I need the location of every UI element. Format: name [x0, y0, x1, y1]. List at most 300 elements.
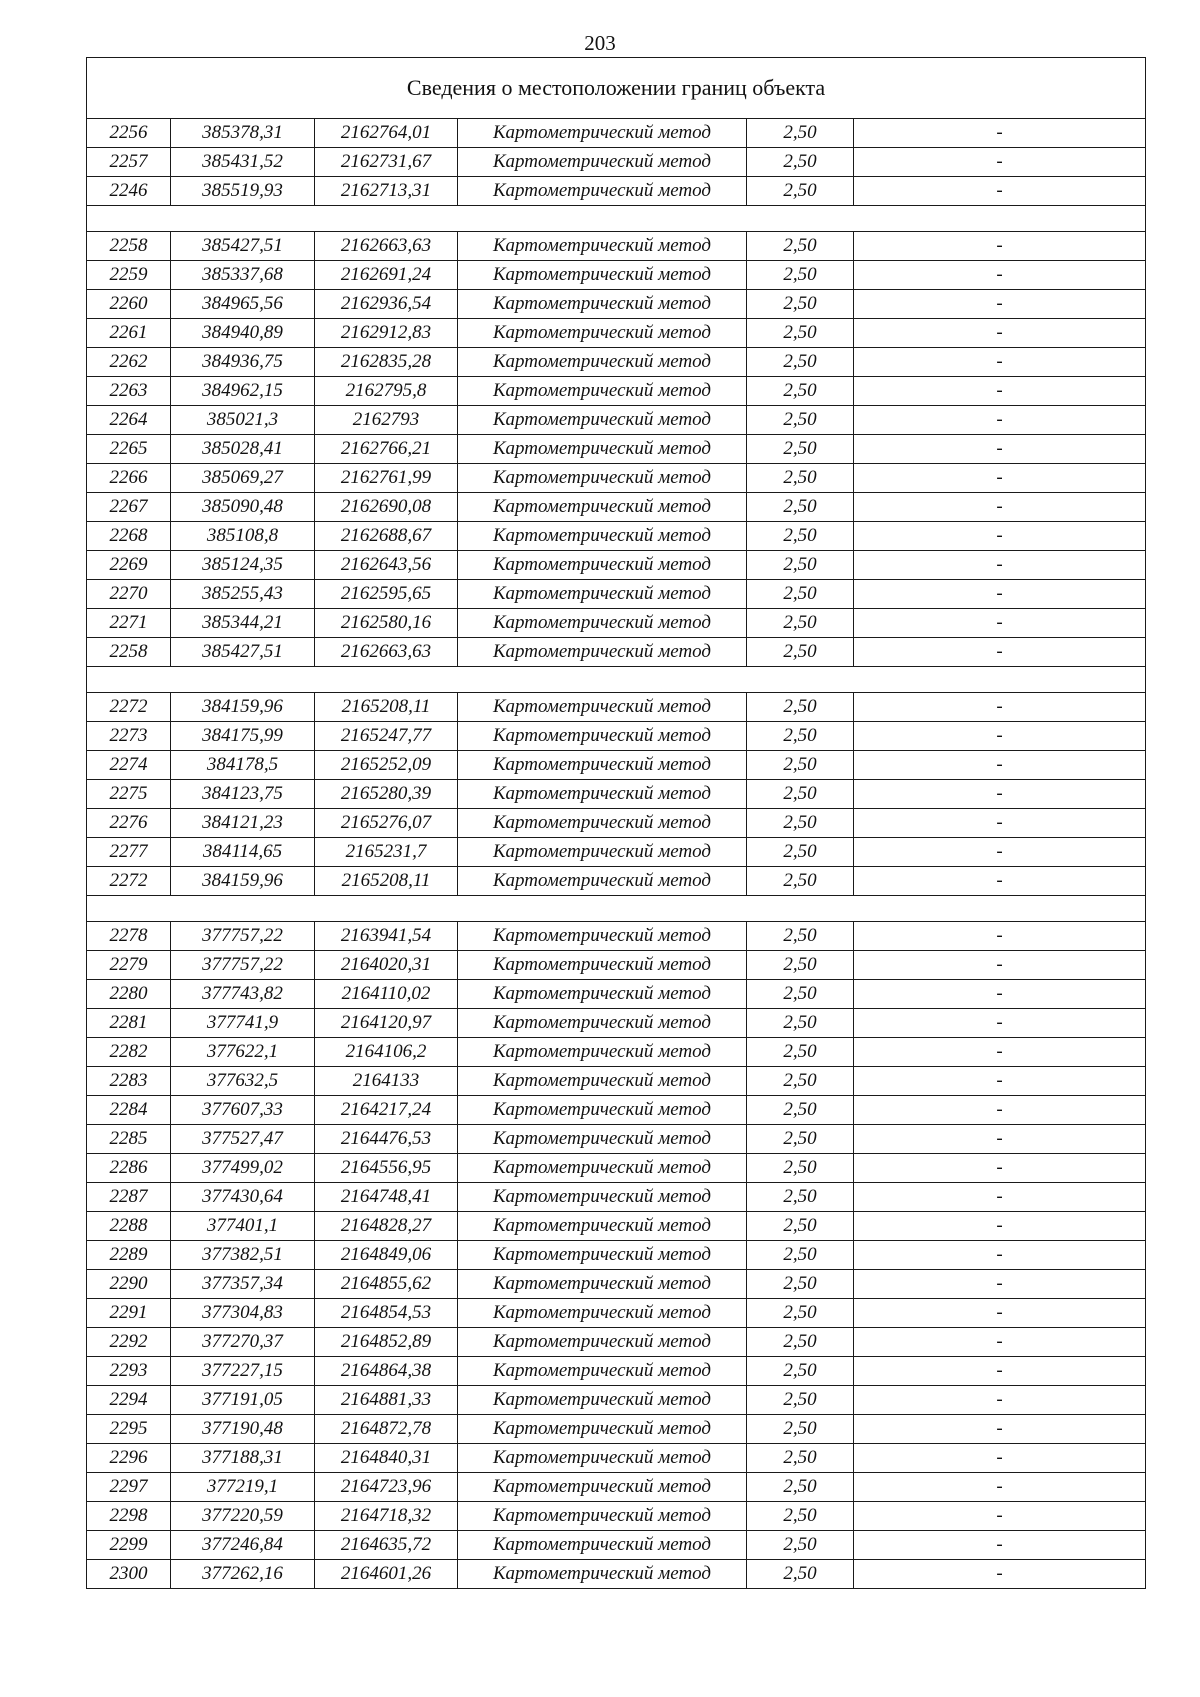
- y-coordinate-cell: 2164840,31: [315, 1444, 458, 1473]
- x-coordinate-cell: 377430,64: [171, 1183, 315, 1212]
- y-coordinate-cell: 2164855,62: [315, 1270, 458, 1299]
- separator-cell: [87, 896, 1146, 922]
- method-cell: Картометрический метод: [458, 722, 747, 751]
- method-cell: Картометрический метод: [458, 551, 747, 580]
- note-cell: -: [854, 1415, 1146, 1444]
- method-cell: Картометрический метод: [458, 1386, 747, 1415]
- accuracy-cell: 2,50: [747, 1125, 854, 1154]
- table-row: [87, 1183, 1146, 1212]
- boundary-coordinates-table: [86, 57, 1146, 1589]
- y-coordinate-cell: 2164718,32: [315, 1502, 458, 1531]
- x-coordinate-cell: 385337,68: [171, 261, 315, 290]
- table-row: [87, 1560, 1146, 1589]
- x-coordinate-cell: 385069,27: [171, 464, 315, 493]
- x-coordinate-cell: 377191,05: [171, 1386, 315, 1415]
- table-row: [87, 1328, 1146, 1357]
- point-number-cell: 2273: [87, 722, 171, 751]
- accuracy-cell: 2,50: [747, 1299, 854, 1328]
- point-number-cell: 2272: [87, 867, 171, 896]
- x-coordinate-cell: 377357,34: [171, 1270, 315, 1299]
- table-row: [87, 377, 1146, 406]
- table-row: [87, 1502, 1146, 1531]
- accuracy-cell: 2,50: [747, 1502, 854, 1531]
- table-row: [87, 1125, 1146, 1154]
- x-coordinate-cell: 377741,9: [171, 1009, 315, 1038]
- x-coordinate-cell: 384965,56: [171, 290, 315, 319]
- accuracy-cell: 2,50: [747, 119, 854, 148]
- accuracy-cell: 2,50: [747, 751, 854, 780]
- separator-cell: [87, 667, 1146, 693]
- y-coordinate-cell: 2162764,01: [315, 119, 458, 148]
- note-cell: -: [854, 1531, 1146, 1560]
- table-row: [87, 551, 1146, 580]
- accuracy-cell: 2,50: [747, 609, 854, 638]
- point-number-cell: 2295: [87, 1415, 171, 1444]
- method-cell: Картометрический метод: [458, 290, 747, 319]
- y-coordinate-cell: 2164723,96: [315, 1473, 458, 1502]
- note-cell: -: [854, 435, 1146, 464]
- method-cell: Картометрический метод: [458, 580, 747, 609]
- y-coordinate-cell: 2163941,54: [315, 922, 458, 951]
- point-number-cell: 2297: [87, 1473, 171, 1502]
- table-row: [87, 922, 1146, 951]
- y-coordinate-cell: 2162793: [315, 406, 458, 435]
- point-number-cell: 2272: [87, 693, 171, 722]
- y-coordinate-cell: 2165247,77: [315, 722, 458, 751]
- table-row: [87, 1473, 1146, 1502]
- accuracy-cell: 2,50: [747, 1328, 854, 1357]
- table-row: [87, 838, 1146, 867]
- method-cell: Картометрический метод: [458, 1125, 747, 1154]
- point-number-cell: 2299: [87, 1531, 171, 1560]
- y-coordinate-cell: 2162688,67: [315, 522, 458, 551]
- method-cell: Картометрический метод: [458, 148, 747, 177]
- table-title: Сведения о местоположении границ объекта: [87, 58, 1146, 119]
- y-coordinate-cell: 2164106,2: [315, 1038, 458, 1067]
- accuracy-cell: 2,50: [747, 1560, 854, 1589]
- separator-cell: [87, 206, 1146, 232]
- note-cell: -: [854, 464, 1146, 493]
- x-coordinate-cell: 384114,65: [171, 838, 315, 867]
- y-coordinate-cell: 2165231,7: [315, 838, 458, 867]
- accuracy-cell: 2,50: [747, 1444, 854, 1473]
- method-cell: Картометрический метод: [458, 1357, 747, 1386]
- method-cell: Картометрический метод: [458, 1212, 747, 1241]
- point-number-cell: 2261: [87, 319, 171, 348]
- table-row: [87, 780, 1146, 809]
- y-coordinate-cell: 2162713,31: [315, 177, 458, 206]
- note-cell: -: [854, 1212, 1146, 1241]
- table-row: [87, 1067, 1146, 1096]
- x-coordinate-cell: 377220,59: [171, 1502, 315, 1531]
- accuracy-cell: 2,50: [747, 867, 854, 896]
- x-coordinate-cell: 377757,22: [171, 922, 315, 951]
- y-coordinate-cell: 2164748,41: [315, 1183, 458, 1212]
- accuracy-cell: 2,50: [747, 1038, 854, 1067]
- note-cell: -: [854, 1154, 1146, 1183]
- point-number-cell: 2257: [87, 148, 171, 177]
- point-number-cell: 2258: [87, 232, 171, 261]
- note-cell: -: [854, 1357, 1146, 1386]
- y-coordinate-cell: 2164872,78: [315, 1415, 458, 1444]
- method-cell: Картометрический метод: [458, 261, 747, 290]
- accuracy-cell: 2,50: [747, 1183, 854, 1212]
- accuracy-cell: 2,50: [747, 780, 854, 809]
- x-coordinate-cell: 377227,15: [171, 1357, 315, 1386]
- method-cell: Картометрический метод: [458, 1444, 747, 1473]
- x-coordinate-cell: 385378,31: [171, 119, 315, 148]
- point-number-cell: 2294: [87, 1386, 171, 1415]
- method-cell: Картометрический метод: [458, 1154, 747, 1183]
- note-cell: -: [854, 261, 1146, 290]
- y-coordinate-cell: 2164854,53: [315, 1299, 458, 1328]
- y-coordinate-cell: 2162912,83: [315, 319, 458, 348]
- note-cell: -: [854, 951, 1146, 980]
- note-cell: -: [854, 638, 1146, 667]
- point-number-cell: 2271: [87, 609, 171, 638]
- x-coordinate-cell: 377632,5: [171, 1067, 315, 1096]
- x-coordinate-cell: 385427,51: [171, 638, 315, 667]
- note-cell: -: [854, 609, 1146, 638]
- note-cell: -: [854, 1299, 1146, 1328]
- accuracy-cell: 2,50: [747, 232, 854, 261]
- accuracy-cell: 2,50: [747, 1067, 854, 1096]
- note-cell: -: [854, 1067, 1146, 1096]
- table-row: [87, 522, 1146, 551]
- method-cell: Картометрический метод: [458, 1241, 747, 1270]
- y-coordinate-cell: 2162580,16: [315, 609, 458, 638]
- point-number-cell: 2264: [87, 406, 171, 435]
- note-cell: -: [854, 1270, 1146, 1299]
- method-cell: Картометрический метод: [458, 1067, 747, 1096]
- note-cell: -: [854, 1560, 1146, 1589]
- table-row: [87, 1212, 1146, 1241]
- point-number-cell: 2286: [87, 1154, 171, 1183]
- x-coordinate-cell: 377499,02: [171, 1154, 315, 1183]
- point-number-cell: 2266: [87, 464, 171, 493]
- accuracy-cell: 2,50: [747, 1096, 854, 1125]
- method-cell: Картометрический метод: [458, 493, 747, 522]
- table-row: [87, 232, 1146, 261]
- point-number-cell: 2262: [87, 348, 171, 377]
- y-coordinate-cell: 2165208,11: [315, 867, 458, 896]
- table-row: [87, 722, 1146, 751]
- method-cell: Картометрический метод: [458, 1183, 747, 1212]
- accuracy-cell: 2,50: [747, 580, 854, 609]
- x-coordinate-cell: 385519,93: [171, 177, 315, 206]
- accuracy-cell: 2,50: [747, 1386, 854, 1415]
- accuracy-cell: 2,50: [747, 1357, 854, 1386]
- note-cell: -: [854, 1183, 1146, 1212]
- table-row: [87, 493, 1146, 522]
- table-row: [87, 148, 1146, 177]
- point-number-cell: 2289: [87, 1241, 171, 1270]
- point-number-cell: 2268: [87, 522, 171, 551]
- x-coordinate-cell: 377304,83: [171, 1299, 315, 1328]
- y-coordinate-cell: 2164828,27: [315, 1212, 458, 1241]
- note-cell: -: [854, 867, 1146, 896]
- table-row: [87, 1444, 1146, 1473]
- method-cell: Картометрический метод: [458, 1009, 747, 1038]
- y-coordinate-cell: 2164110,02: [315, 980, 458, 1009]
- point-number-cell: 2265: [87, 435, 171, 464]
- note-cell: -: [854, 348, 1146, 377]
- y-coordinate-cell: 2162835,28: [315, 348, 458, 377]
- accuracy-cell: 2,50: [747, 638, 854, 667]
- table-row: [87, 1009, 1146, 1038]
- accuracy-cell: 2,50: [747, 951, 854, 980]
- point-number-cell: 2259: [87, 261, 171, 290]
- accuracy-cell: 2,50: [747, 406, 854, 435]
- note-cell: -: [854, 290, 1146, 319]
- note-cell: -: [854, 406, 1146, 435]
- note-cell: -: [854, 1502, 1146, 1531]
- y-coordinate-cell: 2164864,38: [315, 1357, 458, 1386]
- y-coordinate-cell: 2162595,65: [315, 580, 458, 609]
- method-cell: Картометрический метод: [458, 609, 747, 638]
- x-coordinate-cell: 385108,8: [171, 522, 315, 551]
- point-number-cell: 2278: [87, 922, 171, 951]
- point-number-cell: 2298: [87, 1502, 171, 1531]
- table-row: [87, 1096, 1146, 1125]
- note-cell: -: [854, 780, 1146, 809]
- table-row: [87, 1299, 1146, 1328]
- note-cell: -: [854, 1386, 1146, 1415]
- table-separator-row: [87, 896, 1146, 922]
- x-coordinate-cell: 377622,1: [171, 1038, 315, 1067]
- x-coordinate-cell: 384940,89: [171, 319, 315, 348]
- point-number-cell: 2279: [87, 951, 171, 980]
- table-row: [87, 1357, 1146, 1386]
- y-coordinate-cell: 2162663,63: [315, 232, 458, 261]
- x-coordinate-cell: 384159,96: [171, 867, 315, 896]
- point-number-cell: 2260: [87, 290, 171, 319]
- accuracy-cell: 2,50: [747, 1531, 854, 1560]
- note-cell: -: [854, 1241, 1146, 1270]
- accuracy-cell: 2,50: [747, 1415, 854, 1444]
- method-cell: Картометрический метод: [458, 232, 747, 261]
- note-cell: -: [854, 551, 1146, 580]
- point-number-cell: 2283: [87, 1067, 171, 1096]
- accuracy-cell: 2,50: [747, 348, 854, 377]
- x-coordinate-cell: 384121,23: [171, 809, 315, 838]
- note-cell: -: [854, 751, 1146, 780]
- note-cell: -: [854, 177, 1146, 206]
- accuracy-cell: 2,50: [747, 922, 854, 951]
- method-cell: Картометрический метод: [458, 406, 747, 435]
- accuracy-cell: 2,50: [747, 464, 854, 493]
- x-coordinate-cell: 377188,31: [171, 1444, 315, 1473]
- note-cell: -: [854, 809, 1146, 838]
- point-number-cell: 2276: [87, 809, 171, 838]
- point-number-cell: 2282: [87, 1038, 171, 1067]
- method-cell: Картометрический метод: [458, 464, 747, 493]
- method-cell: Картометрический метод: [458, 980, 747, 1009]
- table-row: [87, 290, 1146, 319]
- table-row: [87, 319, 1146, 348]
- x-coordinate-cell: 377246,84: [171, 1531, 315, 1560]
- point-number-cell: 2274: [87, 751, 171, 780]
- point-number-cell: 2291: [87, 1299, 171, 1328]
- method-cell: Картометрический метод: [458, 1560, 747, 1589]
- y-coordinate-cell: 2162643,56: [315, 551, 458, 580]
- method-cell: Картометрический метод: [458, 867, 747, 896]
- method-cell: Картометрический метод: [458, 348, 747, 377]
- x-coordinate-cell: 377270,37: [171, 1328, 315, 1357]
- note-cell: -: [854, 1009, 1146, 1038]
- x-coordinate-cell: 377190,48: [171, 1415, 315, 1444]
- method-cell: Картометрический метод: [458, 435, 747, 464]
- point-number-cell: 2290: [87, 1270, 171, 1299]
- table-row: [87, 261, 1146, 290]
- table-row: [87, 751, 1146, 780]
- accuracy-cell: 2,50: [747, 290, 854, 319]
- y-coordinate-cell: 2164476,53: [315, 1125, 458, 1154]
- note-cell: -: [854, 319, 1146, 348]
- note-cell: -: [854, 232, 1146, 261]
- table-row: [87, 638, 1146, 667]
- y-coordinate-cell: 2162691,24: [315, 261, 458, 290]
- x-coordinate-cell: 377401,1: [171, 1212, 315, 1241]
- accuracy-cell: 2,50: [747, 493, 854, 522]
- x-coordinate-cell: 385344,21: [171, 609, 315, 638]
- table-row: [87, 1154, 1146, 1183]
- method-cell: Картометрический метод: [458, 922, 747, 951]
- y-coordinate-cell: 2162731,67: [315, 148, 458, 177]
- y-coordinate-cell: 2162766,21: [315, 435, 458, 464]
- accuracy-cell: 2,50: [747, 1009, 854, 1038]
- table-row: [87, 1415, 1146, 1444]
- point-number-cell: 2267: [87, 493, 171, 522]
- accuracy-cell: 2,50: [747, 1241, 854, 1270]
- method-cell: Картометрический метод: [458, 1038, 747, 1067]
- method-cell: Картометрический метод: [458, 1328, 747, 1357]
- accuracy-cell: 2,50: [747, 722, 854, 751]
- accuracy-cell: 2,50: [747, 1473, 854, 1502]
- y-coordinate-cell: 2164556,95: [315, 1154, 458, 1183]
- x-coordinate-cell: 377382,51: [171, 1241, 315, 1270]
- y-coordinate-cell: 2164881,33: [315, 1386, 458, 1415]
- note-cell: -: [854, 377, 1146, 406]
- point-number-cell: 2293: [87, 1357, 171, 1386]
- y-coordinate-cell: 2162761,99: [315, 464, 458, 493]
- note-cell: -: [854, 722, 1146, 751]
- accuracy-cell: 2,50: [747, 319, 854, 348]
- y-coordinate-cell: 2164020,31: [315, 951, 458, 980]
- table-row: [87, 1531, 1146, 1560]
- accuracy-cell: 2,50: [747, 838, 854, 867]
- method-cell: Картометрический метод: [458, 693, 747, 722]
- point-number-cell: 2275: [87, 780, 171, 809]
- method-cell: Картометрический метод: [458, 1473, 747, 1502]
- note-cell: -: [854, 148, 1146, 177]
- x-coordinate-cell: 384175,99: [171, 722, 315, 751]
- x-coordinate-cell: 385021,3: [171, 406, 315, 435]
- point-number-cell: 2287: [87, 1183, 171, 1212]
- y-coordinate-cell: 2165276,07: [315, 809, 458, 838]
- y-coordinate-cell: 2165280,39: [315, 780, 458, 809]
- note-cell: -: [854, 1038, 1146, 1067]
- y-coordinate-cell: 2162690,08: [315, 493, 458, 522]
- accuracy-cell: 2,50: [747, 1270, 854, 1299]
- method-cell: Картометрический метод: [458, 1415, 747, 1444]
- note-cell: -: [854, 493, 1146, 522]
- method-cell: Картометрический метод: [458, 809, 747, 838]
- method-cell: Картометрический метод: [458, 838, 747, 867]
- point-number-cell: 2281: [87, 1009, 171, 1038]
- x-coordinate-cell: 377262,16: [171, 1560, 315, 1589]
- y-coordinate-cell: 2162936,54: [315, 290, 458, 319]
- x-coordinate-cell: 384178,5: [171, 751, 315, 780]
- table-separator-row: [87, 206, 1146, 232]
- x-coordinate-cell: 384123,75: [171, 780, 315, 809]
- accuracy-cell: 2,50: [747, 522, 854, 551]
- y-coordinate-cell: 2164849,06: [315, 1241, 458, 1270]
- x-coordinate-cell: 385255,43: [171, 580, 315, 609]
- point-number-cell: 2269: [87, 551, 171, 580]
- note-cell: -: [854, 522, 1146, 551]
- point-number-cell: 2258: [87, 638, 171, 667]
- y-coordinate-cell: 2165208,11: [315, 693, 458, 722]
- table-separator-row: [87, 667, 1146, 693]
- y-coordinate-cell: 2164120,97: [315, 1009, 458, 1038]
- method-cell: Картометрический метод: [458, 638, 747, 667]
- table-row: [87, 951, 1146, 980]
- note-cell: -: [854, 1328, 1146, 1357]
- method-cell: Картометрический метод: [458, 751, 747, 780]
- table-row: [87, 177, 1146, 206]
- method-cell: Картометрический метод: [458, 780, 747, 809]
- y-coordinate-cell: 2164133: [315, 1067, 458, 1096]
- table-row: [87, 348, 1146, 377]
- note-cell: -: [854, 1096, 1146, 1125]
- method-cell: Картометрический метод: [458, 319, 747, 348]
- point-number-cell: 2280: [87, 980, 171, 1009]
- table-row: [87, 119, 1146, 148]
- x-coordinate-cell: 377219,1: [171, 1473, 315, 1502]
- method-cell: Картометрический метод: [458, 1531, 747, 1560]
- note-cell: -: [854, 580, 1146, 609]
- note-cell: -: [854, 980, 1146, 1009]
- method-cell: Картометрический метод: [458, 1270, 747, 1299]
- point-number-cell: 2277: [87, 838, 171, 867]
- x-coordinate-cell: 384962,15: [171, 377, 315, 406]
- table-row: [87, 1386, 1146, 1415]
- point-number-cell: 2270: [87, 580, 171, 609]
- point-number-cell: 2292: [87, 1328, 171, 1357]
- point-number-cell: 2246: [87, 177, 171, 206]
- y-coordinate-cell: 2162795,8: [315, 377, 458, 406]
- table-title-row: [87, 58, 1146, 119]
- x-coordinate-cell: 384936,75: [171, 348, 315, 377]
- x-coordinate-cell: 385090,48: [171, 493, 315, 522]
- note-cell: -: [854, 119, 1146, 148]
- x-coordinate-cell: 377743,82: [171, 980, 315, 1009]
- x-coordinate-cell: 385124,35: [171, 551, 315, 580]
- point-number-cell: 2285: [87, 1125, 171, 1154]
- accuracy-cell: 2,50: [747, 261, 854, 290]
- note-cell: -: [854, 922, 1146, 951]
- method-cell: Картометрический метод: [458, 1096, 747, 1125]
- table-row: [87, 980, 1146, 1009]
- table-row: [87, 1241, 1146, 1270]
- x-coordinate-cell: 377757,22: [171, 951, 315, 980]
- note-cell: -: [854, 1444, 1146, 1473]
- note-cell: -: [854, 838, 1146, 867]
- point-number-cell: 2256: [87, 119, 171, 148]
- x-coordinate-cell: 385028,41: [171, 435, 315, 464]
- table-row: [87, 867, 1146, 896]
